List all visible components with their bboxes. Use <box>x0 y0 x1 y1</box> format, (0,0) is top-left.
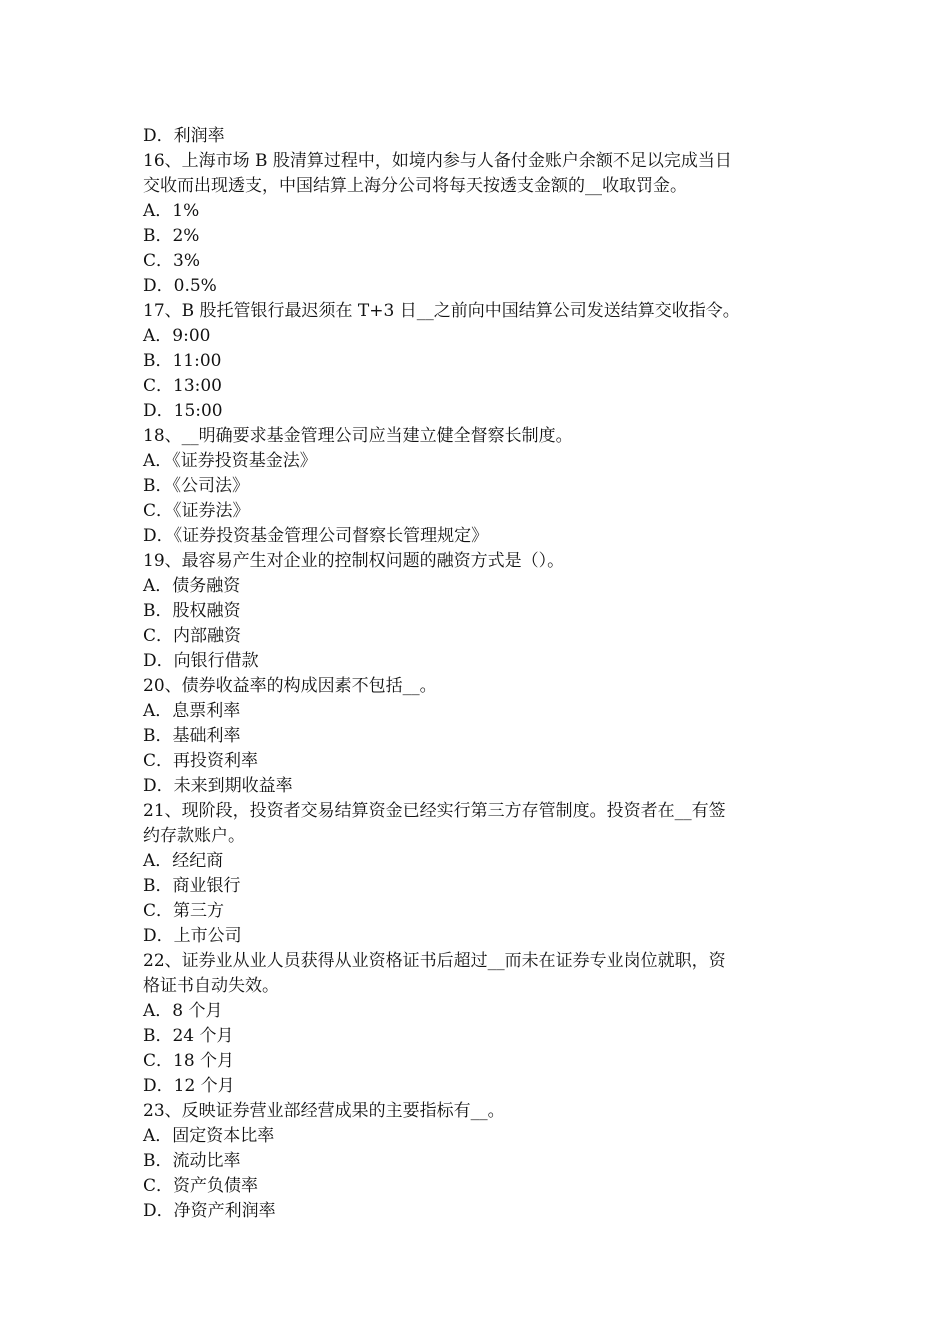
question-line: 21、现阶段，投资者交易结算资金已经实行第三方存管制度。投资者在__有签 <box>143 801 726 821</box>
document-body <box>143 124 813 1224</box>
option-line: C．内部融资 <box>143 626 242 646</box>
question-line: 18、__明确要求基金管理公司应当建立健全督察长制度。 <box>143 426 573 446</box>
option-line: B．流动比率 <box>143 1151 241 1171</box>
option-line: B．《公司法》 <box>143 476 249 496</box>
option-line: C．第三方 <box>143 901 225 921</box>
question-line: 22、证券业从业人员获得从业资格证书后超过__而未在证券专业岗位就职，资 <box>143 951 726 971</box>
option-line: A．息票利率 <box>143 701 241 721</box>
option-line: D．未来到期收益率 <box>143 776 293 796</box>
option-line: A．9:00 <box>143 326 211 346</box>
question-line: 19、最容易产生对企业的控制权问题的融资方式是（）。 <box>143 551 565 571</box>
question-line: 20、债券收益率的构成因素不包括__。 <box>143 676 437 696</box>
option-line: A．固定资本比率 <box>143 1126 275 1146</box>
option-line: D．《证券投资基金管理公司督察长管理规定》 <box>143 526 489 546</box>
option-line: A．债务融资 <box>143 576 241 596</box>
option-line: A．8 个月 <box>143 1001 223 1021</box>
option-line: A．1% <box>143 201 200 221</box>
option-line: D．利润率 <box>143 126 225 146</box>
option-line: C．18 个月 <box>143 1051 235 1071</box>
option-line: A．《证券投资基金法》 <box>143 451 317 471</box>
option-line: B．2% <box>143 226 200 246</box>
option-line: B．基础利率 <box>143 726 241 746</box>
question-line: 约存款账户。 <box>143 826 245 846</box>
question-line: 17、B 股托管银行最迟须在 T+3 日__之前向中国结算公司发送结算交收指令。 <box>143 301 740 321</box>
option-line: C．3% <box>143 251 200 271</box>
option-line: C．13:00 <box>143 376 222 396</box>
option-line: C．资产负债率 <box>143 1176 259 1196</box>
option-line: D．向银行借款 <box>143 651 259 671</box>
option-line: D．上市公司 <box>143 926 242 946</box>
option-line: D．15:00 <box>143 401 223 421</box>
question-line: 交收而出现透支，中国结算上海分公司将每天按透支金额的__收取罚金。 <box>143 176 687 196</box>
option-line: D．0.5% <box>143 276 217 296</box>
option-line: B．股权融资 <box>143 601 241 621</box>
option-line: B．11:00 <box>143 351 222 371</box>
option-line: D．净资产利润率 <box>143 1201 276 1221</box>
question-line: 16、上海市场 B 股清算过程中，如境内参与人备付金账户余额不足以完成当日 <box>143 151 732 171</box>
option-line: D．12 个月 <box>143 1076 235 1096</box>
question-line: 格证书自动失效。 <box>143 976 279 996</box>
option-line: A．经纪商 <box>143 851 224 871</box>
question-line: 23、反映证券营业部经营成果的主要指标有__。 <box>143 1101 505 1121</box>
option-line: B．24 个月 <box>143 1026 234 1046</box>
option-line: C．《证券法》 <box>143 501 250 521</box>
option-line: B．商业银行 <box>143 876 241 896</box>
option-line: C．再投资利率 <box>143 751 259 771</box>
